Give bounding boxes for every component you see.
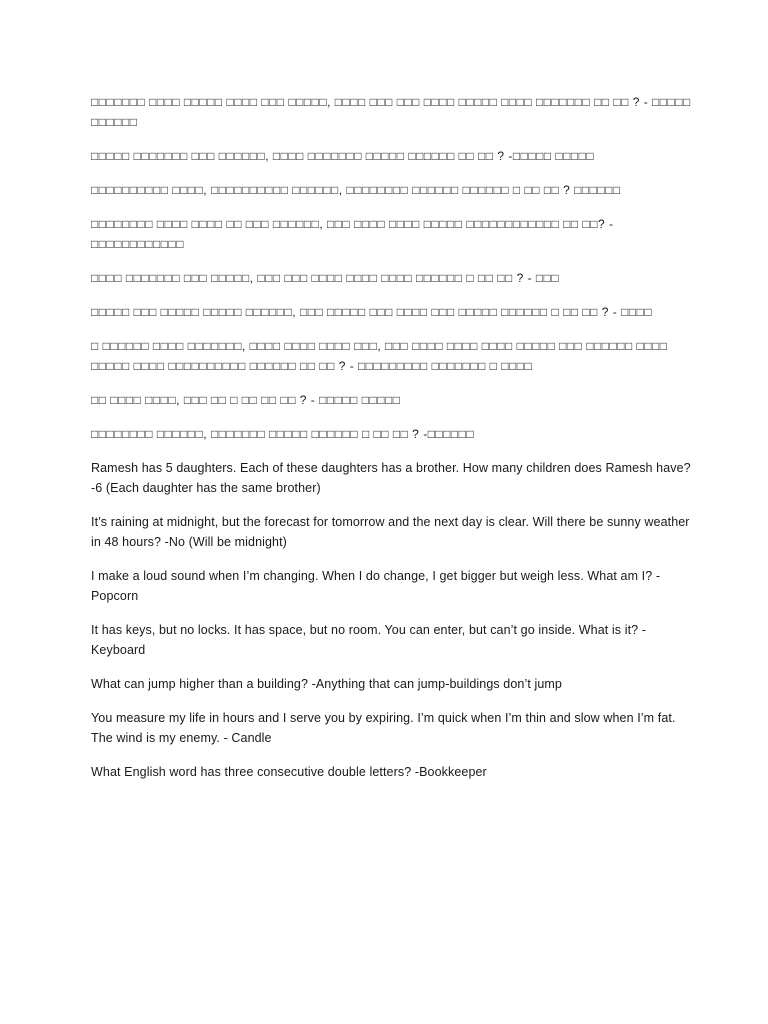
riddle-paragraph-10: Ramesh has 5 daughters. Each of these daughters has a brother. How many children does Ramesh have? -6 (Each daughter has the same brother) [91,461,691,495]
riddle-paragraph-6: □□□□□ □□□ □□□□□ □□□□□ □□□□□□, □□□ □□□□□ □□□ □□□□ □□□ □□□□□ □□□□□□ □ □□ □□ ? - □□□□ [91,305,653,319]
riddle-paragraph-5: □□□□ □□□□□□□ □□□ □□□□□, □□□ □□□ □□□□ □□□□ □□□□ □□□□□□ □ □□ □□ ? - □□□ [91,271,560,285]
riddle-paragraph-9: □□□□□□□□ □□□□□□, □□□□□□□ □□□□□ □□□□□□ □ □□ □□ ? -□□□□□□ [91,427,475,441]
riddle-paragraph-14: What can jump higher than a building? -Anything that can jump-buildings don’t jump [91,677,562,691]
riddle-paragraph-15: You measure my life in hours and I serve you by expiring. I’m quick when I’m thin and slow when I’m fat. The wind is my enemy. - Candle [91,711,676,745]
riddle-paragraph-8: □□ □□□□ □□□□, □□□ □□ □ □□ □□ □□ ? - □□□□□ □□□□□ [91,393,401,407]
riddle-paragraph-16: What English word has three consecutive double letters? -Bookkeeper [91,765,487,779]
riddle-paragraph-11: It’s raining at midnight, but the forecast for tomorrow and the next day is clear. Will there be sunny weather in 48 hours? -No (Will be midnight) [91,515,690,549]
riddle-paragraph-1: □□□□□□□ □□□□ □□□□□ □□□□ □□□ □□□□□, □□□□ □□□ □□□ □□□□ □□□□□ □□□□ □□□□□□□ □□ □□ ? - □□□□□ □□□□□□ [91,95,691,129]
document-page [91,92,691,796]
riddle-paragraph-2: □□□□□ □□□□□□□ □□□ □□□□□□, □□□□ □□□□□□□ □□□□□ □□□□□□ □□ □□ ? -□□□□□ □□□□□ [91,149,595,163]
riddle-paragraph-7: □ □□□□□□ □□□□ □□□□□□□, □□□□ □□□□ □□□□ □□□, □□□ □□□□ □□□□ □□□□ □□□□□ □□□ □□□□□□ □□□□ □□□□□ □□□□ □□□□□□□□□□ □□□□□□ □□ □□ ? - □□□□□□□□□ □□□□□□□ □ □□□□ [91,339,668,373]
riddle-paragraph-13: It has keys, but no locks. It has space, but no room. You can enter, but can’t go inside. What is it? - Keyboard [91,623,647,657]
riddle-paragraph-4: □□□□□□□□ □□□□ □□□□ □□ □□□ □□□□□□, □□□ □□□□ □□□□ □□□□□ □□□□□□□□□□□□ □□ □□? - □□□□□□□□□□□□ [91,217,614,251]
riddle-paragraph-3: □□□□□□□□□□ □□□□, □□□□□□□□□□ □□□□□□, □□□□□□□□ □□□□□□ □□□□□□ □ □□ □□ ? □□□□□□ [91,183,621,197]
riddle-paragraph-12: I make a loud sound when I’m changing. When I do change, I get bigger but weigh less. What am I? - Popcorn [91,569,661,603]
